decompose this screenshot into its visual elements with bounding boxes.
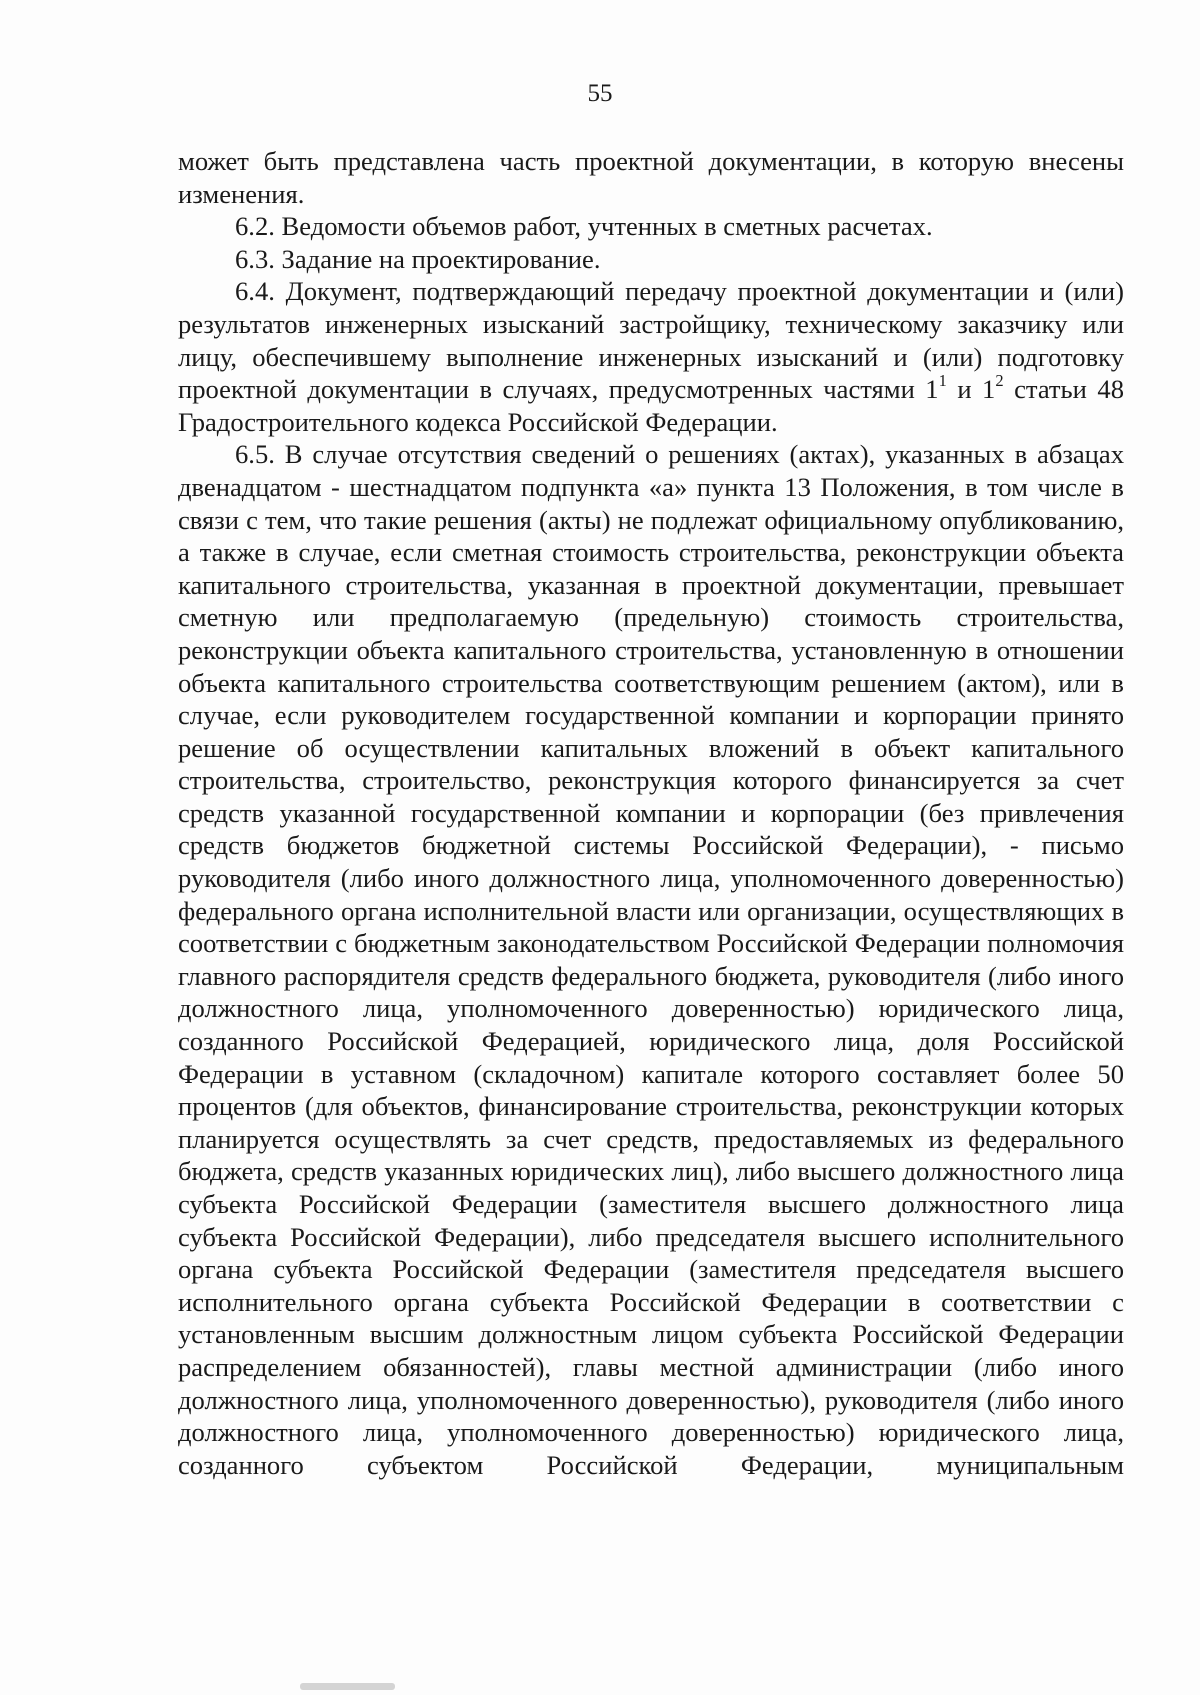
- paragraph-6-3: 6.3. Задание на проектирование.: [235, 243, 601, 274]
- document-body: [178, 145, 1124, 1481]
- paragraph-6-5: 6.5. В случае отсутствия сведений о решениях (актах), указанных в абзацах двенадцатом - шестнадцатом подпункта «а» пункта 13 Положения, в том числе в связи с тем, что такие решения (акты) не подлежат официальному опубликованию, а также в случае, если сметная стоимость строительства, реконструкции объекта капитального строительства, указанная в проектной документации, превышает сметную или предполагаемую (предельную) стоимость строительства, реконструкции объекта капитального строительства, установленную в отношении объекта капитального строительства соответствующим решением (актом), или в случае, если руководителем государственной компании и корпорации принято решение об осуществлении капитальных вложений в объект капитального строительства, строительство, реконструкция которого финансируется за счет средств указанной государственной компании и корпорации (без привлечения средств бюджетов бюджетной системы Российской Федерации), - письмо руководителя (либо иного должностного лица, уполномоченного доверенностью) федерального органа исполнительной власти или организации, осуществляющих в соответствии с бюджетным законодательством Российской Федерации полномочия главного распорядителя средств федерального бюджета, руководителя (либо иного должностного лица, уполномоченного доверенностью) юридического лица, созданного Российской Федерацией, юридического лица, доля Российской Федерации в уставном (складочном) капитале которого составляет более 50 процентов (для объектов, финансирование строительства, реконструкции которых планируется осуществлять за счет средств, предоставляемых из федерального бюджета, средств указанных юридических лиц), либо высшего должностного лица субъекта Российской Федерации (заместителя высшего должностного лица субъекта Российской Федерации), либо председателя высшего исполнительного органа субъекта Российской Федерации (заместителя председателя высшего исполнительного органа субъекта Российской Федерации в соответствии с установленным высшим должностным лицом субъекта Российской Федерации распределением обязанностей), главы местной администрации (либо иного должностного лица, уполномоченного доверенностью), руководителя (либо иного должностного лица, уполномоченного доверенностью) юридического лица, созданного субъектом Российской Федерации, муниципальным: [178, 439, 1124, 1480]
- paragraph-6-2: 6.2. Ведомости объемов работ, учтенных в сметных расчетах.: [235, 211, 933, 242]
- paragraph-continuation: может быть представлена часть проектной документации, в которую внесены изменения.: [178, 146, 1124, 209]
- page-number: 55: [587, 80, 613, 107]
- superscript-1: 1: [938, 370, 947, 390]
- paragraph-6-4: [178, 275, 1124, 438]
- paragraph-6-4-text-b: и 1: [946, 374, 996, 405]
- paragraph-6-4-text-a: 6.4. Документ, подтверждающий передачу проектной документации и (или) результатов инженерных изысканий застройщику, техническому заказчику или лицу, обеспечившему выполнение инженерных изысканий и (или) подготовку проектной документации в случаях, предусмотренных частями 1: [178, 276, 1124, 405]
- paragraph-6-4-text-c: статьи 48 Градостроительного кодекса Российской Федерации.: [178, 374, 1124, 437]
- scan-artifact: [300, 1683, 395, 1690]
- superscript-2: 2: [995, 370, 1004, 390]
